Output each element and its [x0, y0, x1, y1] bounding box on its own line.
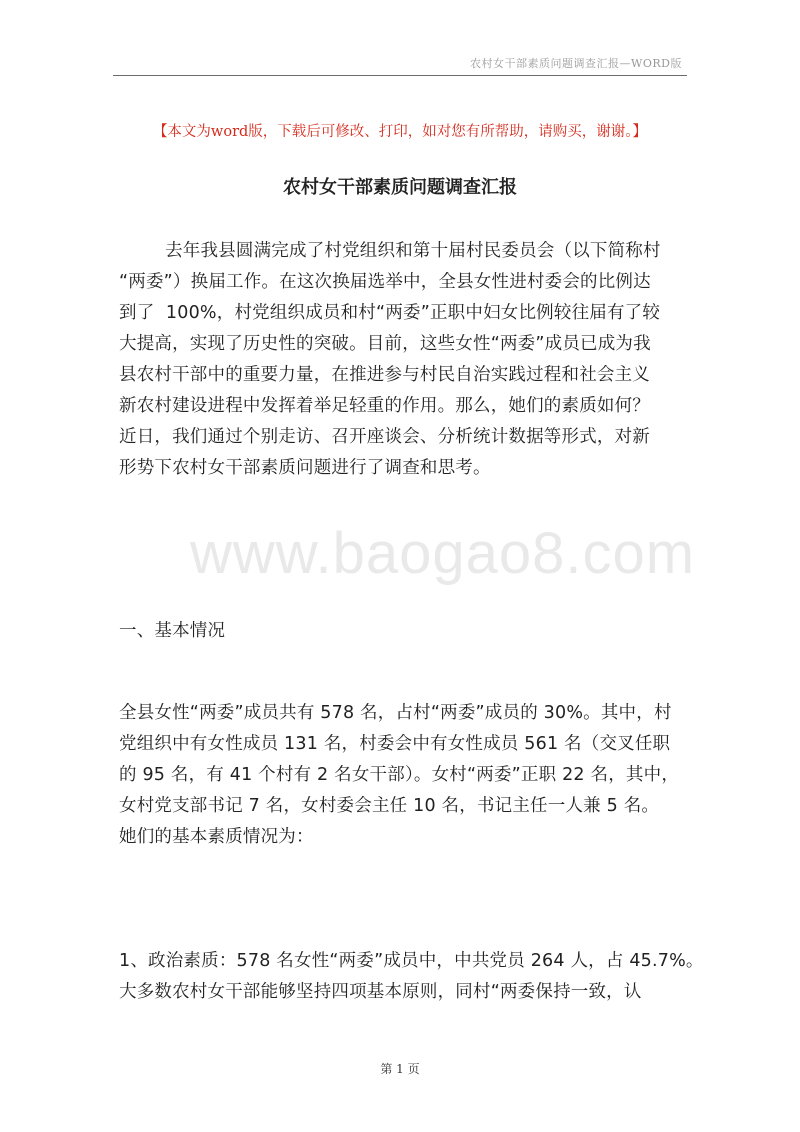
text-line: 新农村建设进程中发挥着举足轻重的作用。那么，她们的素质如何？ — [119, 396, 650, 416]
text-line: “两委”）换届工作。在这次换届选举中，全县女性进村委会的比例达 — [119, 272, 651, 292]
political-quality-paragraph — [119, 946, 704, 1008]
text-line: 县农村干部中的重要力量，在推进参与村民自治实践过程和社会主义 — [119, 365, 650, 385]
document-title: 农村女干部素质问题调查汇报 — [283, 177, 517, 198]
text-line: 近日，我们通过个别走访、召开座谈会、分析统计数据等形式，对新 — [119, 427, 650, 447]
text-line: 全县女性“两委”成员共有 578 名，占村“两委”成员的 30%。其中，村 — [119, 703, 672, 723]
purchase-notice: 【本文为word版，下载后可修改、打印，如对您有所帮助，请购买，谢谢。】 — [152, 124, 648, 140]
text-line: 大多数农村女干部能够坚持四项基本原则，同村“两委保持一致，认 — [119, 982, 642, 1002]
text-line: 形势下农村女干部素质问题进行了调查和思考。 — [119, 458, 491, 478]
page-number: 第 1 页 — [380, 1062, 420, 1076]
text-line: 的 95 名，有 41 个村有 2 名女干部）。女村“两委”正职 22 名，其中， — [119, 765, 680, 785]
text-line: 去年我县圆满完成了村党组织和第十届村民委员会（以下简称村 — [119, 241, 661, 261]
header-divider — [113, 75, 687, 76]
text-line: 她们的基本素质情况为： — [119, 827, 314, 847]
watermark: www.baogao8.com — [190, 521, 696, 586]
basic-stats-paragraph — [119, 698, 689, 853]
text-line: 女村党支部书记 7 名，女村委会主任 10 名，书记主任一人兼 5 名。 — [119, 796, 660, 816]
text-line: 到了 100%，村党组织成员和村“两委”正职中妇女比例较往届有了较 — [119, 303, 661, 323]
section-heading-text: 一、基本情况 — [119, 621, 226, 641]
section-heading — [119, 616, 689, 647]
text-line: 大提高，实现了历史性的突破。目前，这些女性“两委”成员已成为我 — [119, 334, 651, 354]
text-line: 党组织中有女性成员 131 名，村委会中有女性成员 561 名（交叉任职 — [119, 734, 671, 754]
running-header: 农村女干部素质问题调查汇报—WORD版 — [470, 57, 682, 70]
intro-paragraph — [119, 236, 689, 484]
text-line: 1、政治素质：578 名女性“两委”成员中，中共党员 264 人，占 45.7%。 — [119, 951, 704, 971]
